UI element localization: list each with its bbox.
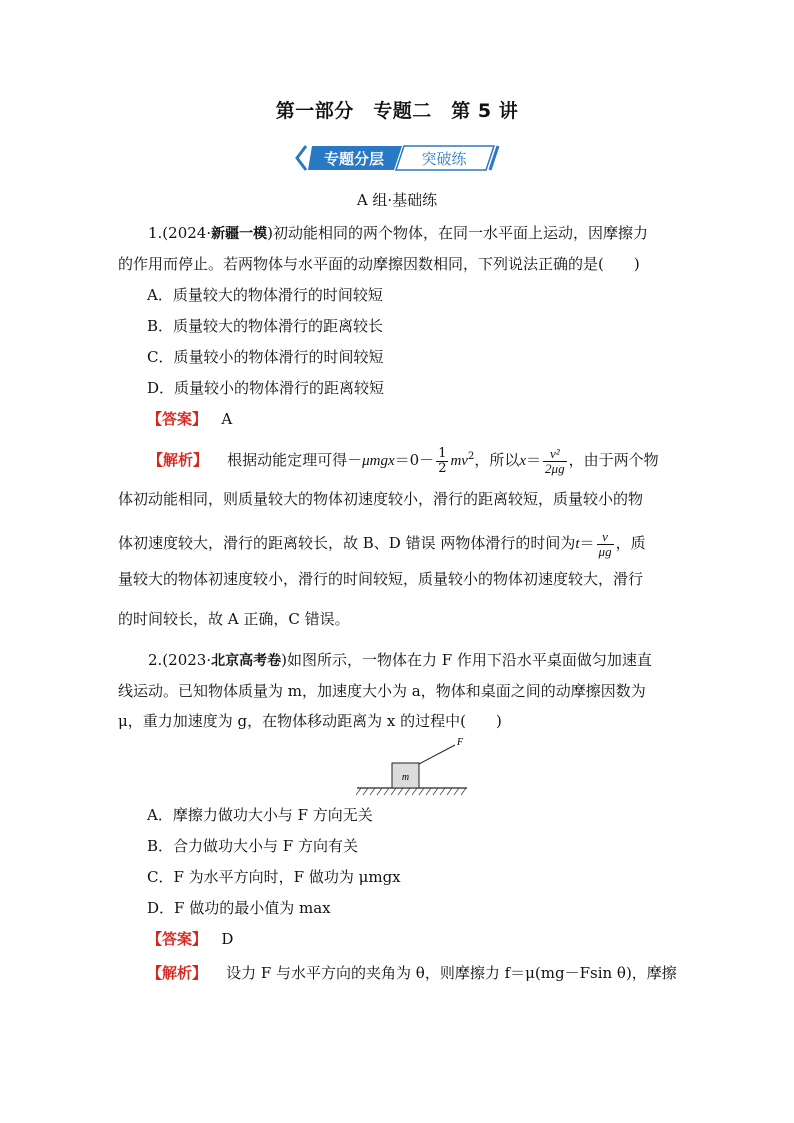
- analysis-tag: 【解析】: [147, 964, 208, 982]
- page-title: 第一部分 专题二 第 5 讲: [275, 100, 519, 122]
- answer-value: A: [221, 410, 233, 428]
- force-label: F: [457, 737, 464, 748]
- question-1-answer: [147, 404, 232, 434]
- question-1-option-c: C．质量较小的物体滑行的时间较短: [147, 348, 384, 366]
- fraction-half: $\frac{1}{2}$: [438, 445, 447, 476]
- block-label: m: [401, 772, 410, 783]
- force-arrow: [419, 745, 455, 764]
- answer-tag: 【答案】: [147, 410, 208, 428]
- question-1-source: 新疆一模: [211, 226, 268, 242]
- fraction-time: $\frac{v}{\mu g}$: [598, 528, 612, 559]
- question-1-option-b: B．质量较大的物体滑行的距离较长: [147, 317, 384, 335]
- answer-tag: 【答案】: [147, 930, 208, 948]
- banner-left-label: 专题分层: [323, 150, 385, 168]
- question-2-stem: 2.(2023·北京高考卷)如图所示，一物体在力 F 作用下沿水平桌面做匀加速直 线运动。已知物体质量为 m，加速度大小为 a，物体和桌面之间的动摩擦因数为 μ，重力加速度为 g，在物体移动距离为 x 的过程中( ): [118, 651, 652, 730]
- question-2-option-c: C．F 为水平方向时，F 做功为 μmgx: [147, 868, 401, 886]
- question-2-option-d: D．F 做功的最小值为 max: [147, 899, 331, 917]
- answer-value: D: [221, 930, 234, 948]
- table-hatching: [356, 788, 466, 795]
- banner-right-label: 突破练: [421, 150, 467, 168]
- question-2-option-b: B．合力做功大小与 F 方向有关: [147, 837, 358, 855]
- question-1-option-d: D．质量较小的物体滑行的距离较短: [147, 379, 385, 397]
- question-2-answer: [147, 924, 233, 954]
- block-on-table-figure: [355, 735, 470, 797]
- question-2-analysis: 【解析】 设力 F 与水平方向的夹角为 θ，则摩擦力 f＝μ(mg－Fsin θ)，摩擦: [147, 964, 677, 982]
- fraction-distance: $\frac{\text{v²}}{2\mu g}$: [545, 445, 565, 476]
- section-title: A 组·基础练: [356, 191, 438, 209]
- topic-banner: [294, 142, 504, 174]
- question-2-source: 北京高考卷: [211, 653, 282, 669]
- question-2-option-a: A．摩擦力做功大小与 F 方向无关: [147, 806, 373, 824]
- analysis-tag: 【解析】: [148, 451, 209, 469]
- chevron-left-icon: [297, 146, 306, 170]
- question-1-option-a: A．质量较大的物体滑行的时间较短: [147, 286, 383, 304]
- question-1-stem: 1.(2024·新疆一模)初动能相同的两个物体，在同一水平面上运动，因摩擦力 的作用而停止。若两物体与水平面的动摩擦因数相同，下列说法正确的是( ): [118, 224, 648, 273]
